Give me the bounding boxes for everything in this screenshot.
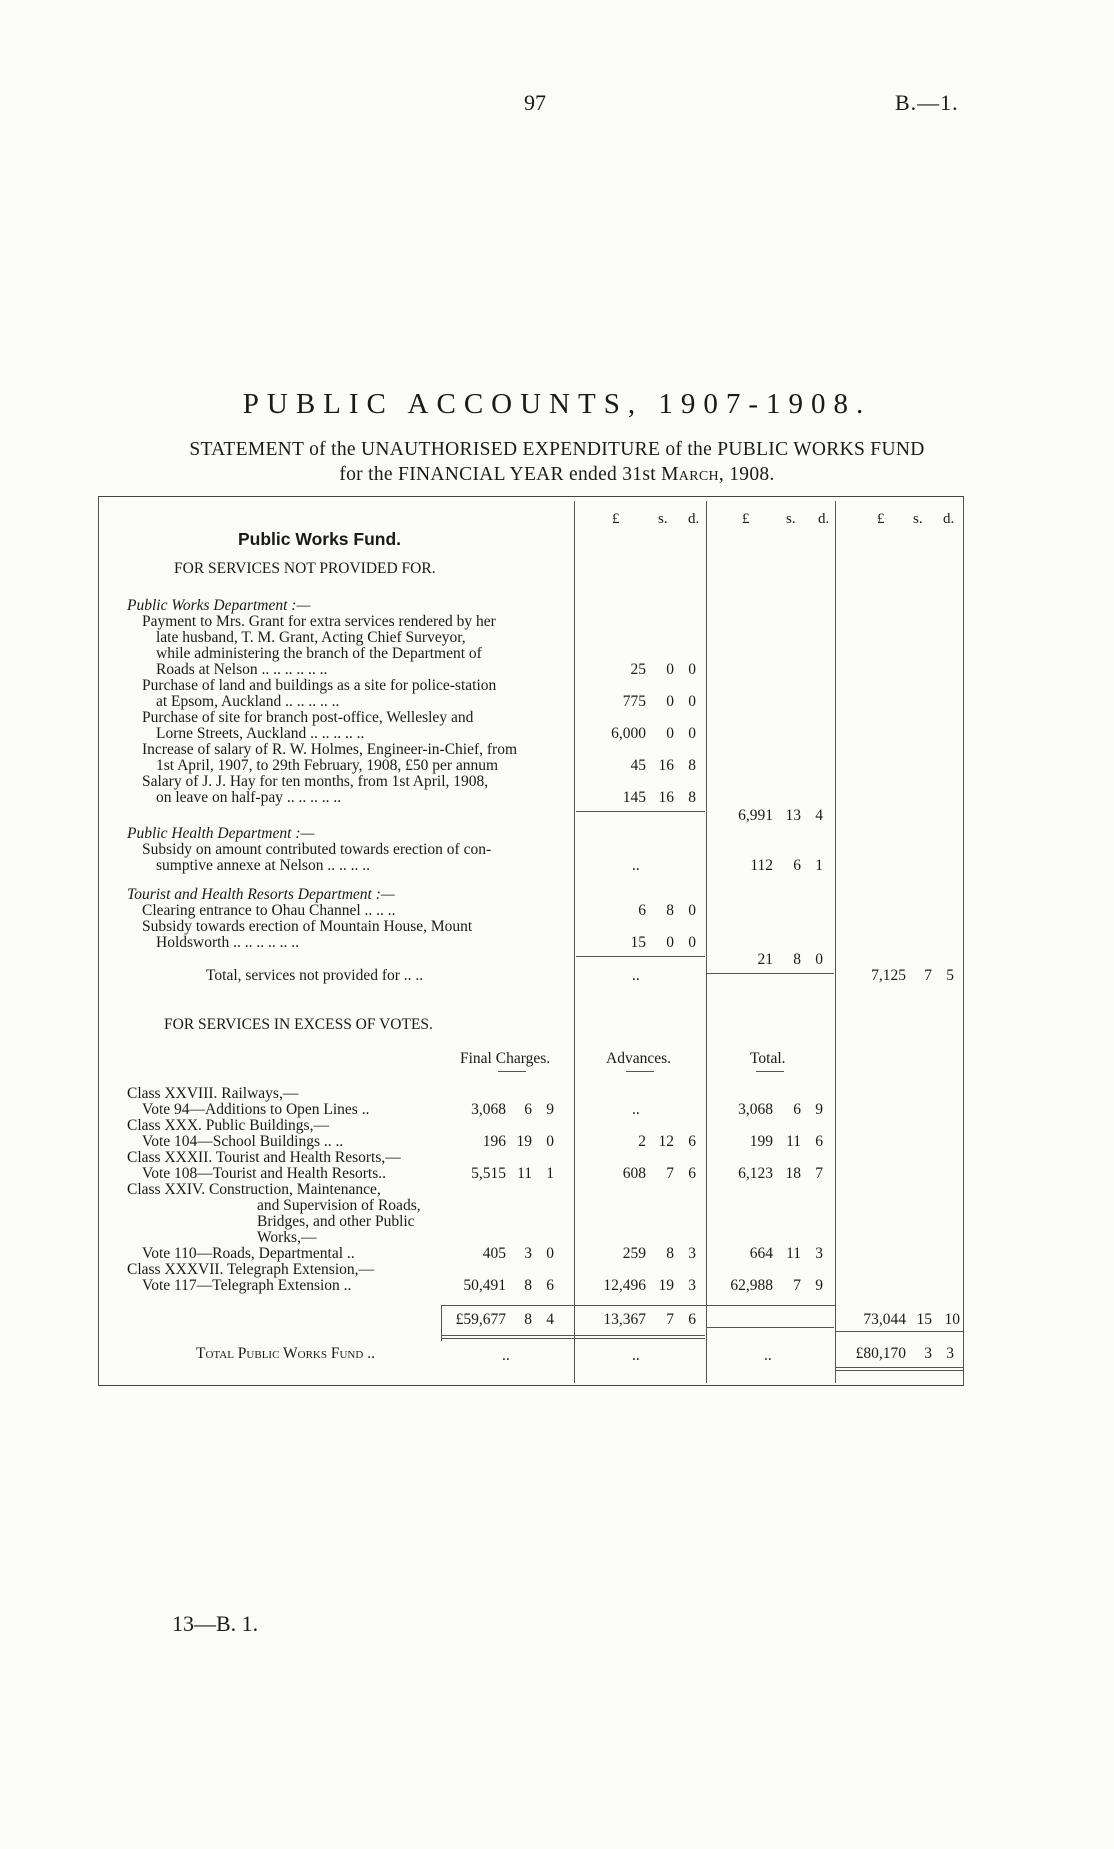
table-left-rule bbox=[98, 497, 99, 1385]
vote-line: Vote 108—Tourist and Health Resorts.. bbox=[142, 1165, 387, 1182]
class-line: Class XXIV. Construction, Maintenance, bbox=[127, 1181, 381, 1198]
sum-total-rule bbox=[707, 1327, 834, 1328]
class-line: Class XXX. Public Buildings,— bbox=[127, 1117, 329, 1134]
vote-line: Vote 94—Additions to Open Lines .. bbox=[142, 1101, 370, 1118]
final-sum-shillings: 8 bbox=[524, 1311, 532, 1328]
total-shillings: 11 bbox=[786, 1245, 801, 1262]
total-pounds: 199 bbox=[749, 1133, 773, 1150]
footer-signature: 13—B. 1. bbox=[172, 1611, 259, 1636]
section-excess-heading: FOR SERVICES IN EXCESS OF VOTES. bbox=[164, 1016, 433, 1033]
adv-pence: 6 bbox=[688, 1165, 696, 1182]
grand-c3: .. bbox=[764, 1347, 772, 1364]
col-rule-3 bbox=[835, 501, 836, 1383]
col-advances: Advances. bbox=[606, 1050, 671, 1067]
col1-pound: £ bbox=[612, 511, 620, 527]
total-not-provided-pence: 5 bbox=[946, 967, 954, 984]
final-pounds: 405 bbox=[482, 1245, 506, 1262]
thr-title: Tourist and Health Resorts Department :— bbox=[127, 886, 395, 903]
grand-double-rule bbox=[836, 1370, 963, 1371]
subtitle-line-2: for the FINANCIAL YEAR ended 31st March, 1908. bbox=[339, 464, 775, 485]
amount-pounds: 15 bbox=[630, 934, 646, 951]
adv-sum-pence: 6 bbox=[688, 1311, 696, 1328]
thr-subtotal-shillings: 8 bbox=[793, 951, 801, 968]
adv-pounds: 608 bbox=[622, 1165, 646, 1182]
total-pounds: 664 bbox=[749, 1245, 773, 1262]
total-pence: 7 bbox=[815, 1165, 823, 1182]
amount-shillings: 8 bbox=[666, 902, 674, 919]
final-pounds: 50,491 bbox=[463, 1277, 506, 1294]
grand-double-rule bbox=[836, 1367, 963, 1368]
adv-shillings: 19 bbox=[658, 1277, 674, 1294]
final-pence: 0 bbox=[546, 1245, 554, 1262]
final-pounds: 3,068 bbox=[471, 1101, 506, 1118]
final-pence: 9 bbox=[546, 1101, 554, 1118]
final-pence: 1 bbox=[546, 1165, 554, 1182]
col-rule-2 bbox=[706, 501, 707, 1383]
amount-shillings: 0 bbox=[666, 661, 674, 678]
total-pence: 9 bbox=[815, 1101, 823, 1118]
class-line-cont: Bridges, and other Public bbox=[257, 1213, 415, 1230]
final-shillings: 8 bbox=[524, 1277, 532, 1294]
total-shillings: 11 bbox=[786, 1133, 801, 1150]
subtotal-rule bbox=[576, 956, 705, 957]
grand-total-pounds: £80,170 bbox=[855, 1345, 906, 1362]
phd-subtotal-pounds: 112 bbox=[750, 857, 773, 874]
pwd-subtotal-shillings: 13 bbox=[785, 807, 801, 824]
amount-shillings: 16 bbox=[658, 757, 674, 774]
phd-col1-blank: .. bbox=[632, 857, 640, 874]
grand-total-label: Total Public Works Fund .. bbox=[196, 1345, 375, 1362]
pwd-line: late husband, T. M. Grant, Acting Chief Surveyor, bbox=[156, 629, 466, 646]
vote-line: Vote 104—School Buildings .. .. bbox=[142, 1133, 344, 1150]
col-final-charges: Final Charges. bbox=[460, 1050, 551, 1067]
page-title: PUBLIC ACCOUNTS, 1907-1908. bbox=[242, 388, 872, 420]
class-line: Class XXXVII. Telegraph Extension,— bbox=[127, 1261, 375, 1278]
grand-c1: .. bbox=[502, 1347, 510, 1364]
col3-pound: £ bbox=[877, 511, 885, 527]
total-shillings: 7 bbox=[793, 1277, 801, 1294]
amount-shillings: 0 bbox=[666, 725, 674, 742]
fund-heading: Public Works Fund. bbox=[238, 529, 402, 549]
thr-line: Subsidy towards erection of Mountain House, Mount bbox=[142, 918, 473, 935]
col2-pence: d. bbox=[818, 511, 830, 527]
sum-rule bbox=[441, 1305, 835, 1306]
amount-pence: 0 bbox=[688, 902, 696, 919]
pwd-line: Increase of salary of R. W. Holmes, Engineer-in-Chief, from bbox=[142, 741, 518, 758]
adv-sum-pounds: 13,367 bbox=[603, 1311, 646, 1328]
total-shillings: 6 bbox=[793, 1101, 801, 1118]
col2-shilling: s. bbox=[786, 511, 796, 527]
amount-pounds: 45 bbox=[630, 757, 646, 774]
final-shillings: 19 bbox=[516, 1133, 532, 1150]
thr-line: Clearing entrance to Ohau Channel .. .. .. bbox=[142, 902, 396, 919]
pwd-line: Salary of J. J. Hay for ten months, from 1st April, 1908, bbox=[142, 773, 489, 790]
adv-pounds: 259 bbox=[622, 1245, 646, 1262]
col-total: Total. bbox=[750, 1050, 786, 1067]
header-underline bbox=[498, 1071, 526, 1072]
page-number: 97 bbox=[524, 90, 546, 115]
grand-total-pence: 3 bbox=[946, 1345, 954, 1362]
adv-pounds: 12,496 bbox=[603, 1277, 646, 1294]
adv-pounds: 2 bbox=[638, 1133, 646, 1150]
adv-blank: .. bbox=[632, 1101, 640, 1118]
amount-pence: 8 bbox=[688, 757, 696, 774]
amount-shillings: 16 bbox=[658, 789, 674, 806]
thr-line: Holdsworth .. .. .. .. .. .. bbox=[156, 934, 299, 951]
phd-subtotal-pence: 1 bbox=[815, 857, 823, 874]
adv-pence: 3 bbox=[688, 1277, 696, 1294]
pwd-line: Lorne Streets, Auckland .. .. .. .. .. bbox=[156, 725, 365, 742]
amount-pence: 0 bbox=[688, 661, 696, 678]
table-right-rule bbox=[963, 497, 964, 1385]
final-sum-pounds: £59,677 bbox=[455, 1311, 506, 1328]
col2-pound: £ bbox=[742, 511, 750, 527]
grand-c2: .. bbox=[632, 1347, 640, 1364]
excess-total-pence: 10 bbox=[944, 1311, 960, 1328]
total-not-provided-col1: .. bbox=[632, 967, 640, 984]
amount-pence: 0 bbox=[688, 693, 696, 710]
amount-shillings: 0 bbox=[666, 693, 674, 710]
pwd-subtotal-pence: 4 bbox=[815, 807, 823, 824]
phd-line: Subsidy on amount contributed towards erection of con- bbox=[142, 841, 492, 858]
col3-pence: d. bbox=[943, 511, 955, 527]
thr-subtotal-pounds: 21 bbox=[757, 951, 773, 968]
amount-shillings: 0 bbox=[666, 934, 674, 951]
class-line: Class XXVIII. Railways,— bbox=[127, 1085, 299, 1102]
final-pence: 0 bbox=[546, 1133, 554, 1150]
section-not-provided-heading: FOR SERVICES NOT PROVIDED FOR. bbox=[174, 560, 436, 577]
final-shillings: 6 bbox=[524, 1101, 532, 1118]
excess-total-pounds: 73,044 bbox=[863, 1311, 906, 1328]
document-code: B.—1. bbox=[895, 90, 959, 115]
adv-shillings: 7 bbox=[666, 1165, 674, 1182]
final-sum-pence: 4 bbox=[546, 1311, 554, 1328]
pwd-line: 1st April, 1907, to 29th February, 1908, £50 per annum bbox=[156, 757, 499, 774]
total-pounds: 6,123 bbox=[738, 1165, 773, 1182]
final-pence: 6 bbox=[546, 1277, 554, 1294]
subtotal-rule bbox=[707, 973, 834, 974]
total-pence: 6 bbox=[815, 1133, 823, 1150]
col1-pence: d. bbox=[688, 511, 700, 527]
col3-shilling: s. bbox=[913, 511, 923, 527]
total-pence: 3 bbox=[815, 1245, 823, 1262]
subtotal-rule bbox=[576, 811, 705, 812]
amount-pounds: 25 bbox=[630, 661, 646, 678]
adv-sum-shillings: 7 bbox=[666, 1311, 674, 1328]
adv-shillings: 12 bbox=[658, 1133, 674, 1150]
excess-total-shillings: 15 bbox=[916, 1311, 932, 1328]
amount-pounds: 6 bbox=[638, 902, 646, 919]
accounts-table bbox=[98, 496, 964, 1386]
subtitle-line-1: STATEMENT of the UNAUTHORISED EXPENDITURE of the PUBLIC WORKS FUND bbox=[189, 439, 925, 460]
adv-pence: 6 bbox=[688, 1133, 696, 1150]
grand-total-shillings: 3 bbox=[924, 1345, 932, 1362]
pwd-line: while administering the branch of the Department of bbox=[156, 645, 482, 662]
total-shillings: 18 bbox=[785, 1165, 801, 1182]
amount-pence: 0 bbox=[688, 934, 696, 951]
total-pounds: 3,068 bbox=[738, 1101, 773, 1118]
total-not-provided-label: Total, services not provided for .. .. bbox=[206, 967, 424, 984]
amount-pounds: 6,000 bbox=[611, 725, 646, 742]
pwd-line: Purchase of site for branch post-office, Wellesley and bbox=[142, 709, 474, 726]
pwd-line: at Epsom, Auckland .. .. .. .. .. bbox=[156, 693, 340, 710]
phd-line: sumptive annexe at Nelson .. .. .. .. bbox=[156, 857, 370, 874]
col1-shilling: s. bbox=[658, 511, 668, 527]
amount-pence: 8 bbox=[688, 789, 696, 806]
double-rule bbox=[441, 1338, 705, 1339]
pwd-line: Purchase of land and buildings as a site for police-station bbox=[142, 677, 497, 694]
total-not-provided-shillings: 7 bbox=[924, 967, 932, 984]
statement-subtitle bbox=[0, 437, 1114, 487]
pwd-title: Public Works Department :— bbox=[127, 597, 311, 614]
col-rule-1 bbox=[574, 501, 575, 1383]
vote-line: Vote 117—Telegraph Extension .. bbox=[142, 1277, 352, 1294]
final-shillings: 3 bbox=[524, 1245, 532, 1262]
amount-pounds: 145 bbox=[622, 789, 646, 806]
double-rule bbox=[441, 1335, 705, 1336]
final-pounds: 5,515 bbox=[471, 1165, 506, 1182]
final-pounds: 196 bbox=[482, 1133, 506, 1150]
class-line-cont: Works,— bbox=[257, 1229, 317, 1246]
adv-shillings: 8 bbox=[666, 1245, 674, 1262]
pwd-line: on leave on half-pay .. .. .. .. .. bbox=[156, 789, 342, 806]
amount-pounds: 775 bbox=[622, 693, 646, 710]
header-underline bbox=[626, 1071, 654, 1072]
grand-rule bbox=[836, 1331, 963, 1332]
class-line-cont: and Supervision of Roads, bbox=[257, 1197, 421, 1214]
adv-pence: 3 bbox=[688, 1245, 696, 1262]
amount-pence: 0 bbox=[688, 725, 696, 742]
thr-subtotal-pence: 0 bbox=[815, 951, 823, 968]
final-shillings: 11 bbox=[517, 1165, 532, 1182]
phd-subtotal-shillings: 6 bbox=[793, 857, 801, 874]
pwd-line: Roads at Nelson .. .. .. .. .. .. bbox=[156, 661, 328, 678]
pwd-line: Payment to Mrs. Grant for extra services rendered by her bbox=[142, 613, 496, 630]
total-pence: 9 bbox=[815, 1277, 823, 1294]
phd-title: Public Health Department :— bbox=[127, 825, 315, 842]
total-pounds: 62,988 bbox=[730, 1277, 773, 1294]
vote-line: Vote 110—Roads, Departmental .. bbox=[142, 1245, 355, 1262]
class-line: Class XXXII. Tourist and Health Resorts,— bbox=[127, 1149, 401, 1166]
total-not-provided-pounds: 7,125 bbox=[871, 967, 906, 984]
pwd-subtotal-pounds: 6,991 bbox=[738, 807, 773, 824]
header-underline bbox=[756, 1071, 784, 1072]
